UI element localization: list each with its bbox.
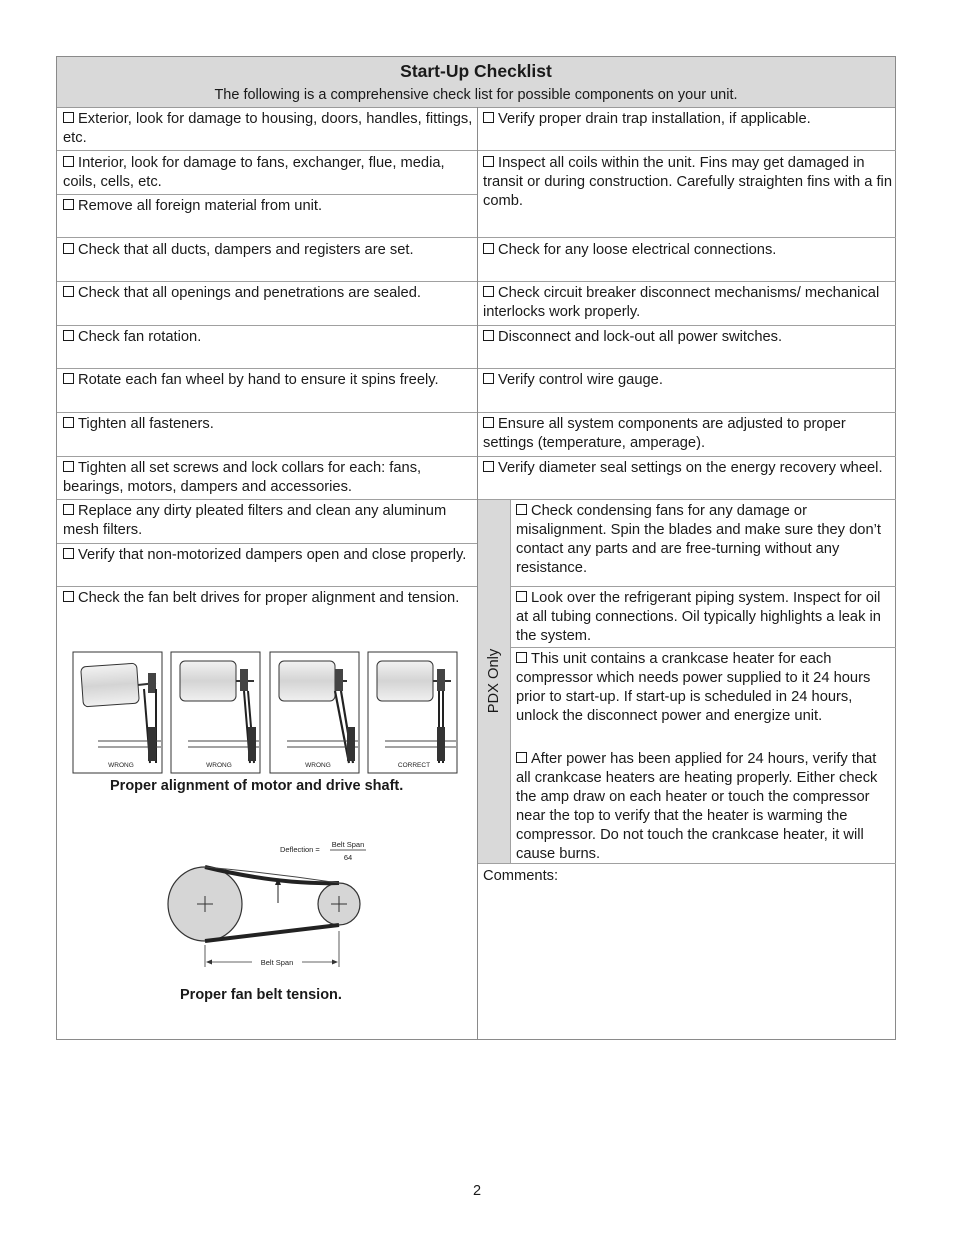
checklist-item-text: Remove all foreign material from unit. (78, 198, 323, 214)
alignment-panel-wrong-3 (270, 652, 359, 773)
checkbox[interactable] (516, 652, 527, 663)
checklist-item[interactable] (63, 197, 475, 216)
row-divider (478, 150, 896, 151)
checklist-item[interactable] (63, 589, 475, 608)
row-divider (57, 456, 477, 457)
row-divider (511, 647, 896, 648)
panel-label: WRONG (108, 762, 134, 769)
checklist-item-text: Check that all ducts, dampers and registers are set. (78, 242, 414, 258)
checkbox[interactable] (483, 243, 494, 254)
checkbox[interactable] (483, 112, 494, 123)
checklist-item[interactable] (63, 415, 475, 434)
checkbox[interactable] (63, 504, 74, 515)
checkbox[interactable] (63, 461, 74, 472)
checkbox[interactable] (483, 330, 494, 341)
checkbox[interactable] (63, 199, 74, 210)
checklist-item[interactable] (483, 154, 893, 211)
checkbox[interactable] (63, 112, 74, 123)
checklist-item-text: Verify control wire gauge. (498, 372, 663, 388)
checklist-item-text: Inspect all coils within the unit. Fins may get damaged in transit or during construction. Carefully straighten fins with a fin comb. (483, 155, 892, 209)
checklist-item[interactable] (63, 371, 475, 390)
row-divider (57, 499, 477, 500)
checklist-item[interactable] (483, 110, 893, 129)
alignment-panel-wrong-1 (73, 652, 162, 773)
row-divider (57, 325, 477, 326)
checklist-item-text: Interior, look for damage to fans, exchanger, flue, media, coils, cells, etc. (63, 155, 445, 190)
checklist-item-text: Check the fan belt drives for proper alignment and tension. (78, 590, 460, 606)
row-divider (57, 543, 477, 544)
checkbox[interactable] (483, 461, 494, 472)
checklist-item[interactable] (63, 546, 475, 565)
row-divider (478, 499, 896, 500)
panel-label: CORRECT (397, 762, 431, 769)
checklist-title: Start-Up Checklist (400, 61, 552, 81)
checklist-item[interactable] (483, 415, 893, 453)
row-divider (57, 194, 477, 195)
checklist-item-text: Verify that non-motorized dampers open and close properly. (78, 547, 467, 563)
checklist-item[interactable] (483, 371, 893, 390)
alignment-panel-correct (368, 652, 457, 773)
row-divider (57, 368, 477, 369)
checklist-item-text: Disconnect and lock-out all power switches. (498, 329, 783, 345)
checklist-item-text: Check fan rotation. (78, 329, 202, 345)
fraction-numerator: Belt Span (331, 840, 365, 849)
checklist-item[interactable] (63, 284, 475, 303)
alignment-panel-wrong-2 (171, 652, 260, 773)
alignment-caption: Proper alignment of motor and drive shaft. (110, 778, 404, 794)
row-divider (478, 281, 896, 282)
panel-label: WRONG (206, 762, 232, 769)
deflection-label: Deflection = (280, 845, 320, 854)
checkbox[interactable] (516, 504, 527, 515)
row-divider (57, 150, 477, 151)
row-divider (478, 456, 896, 457)
pdx-checklist-item[interactable] (516, 502, 894, 578)
motor-alignment-figure (72, 651, 460, 775)
page-number: 2 (472, 1183, 482, 1199)
belt-tension-figure (160, 835, 390, 975)
checklist-item[interactable] (483, 328, 893, 347)
checklist-item[interactable] (63, 154, 475, 192)
checkbox[interactable] (516, 752, 527, 763)
checkbox[interactable] (63, 286, 74, 297)
checklist-subtitle: The following is a comprehensive check list for possible components on your unit. (214, 87, 738, 103)
checkbox[interactable] (63, 243, 74, 254)
row-divider (478, 412, 896, 413)
checklist-item-text: Tighten all fasteners. (78, 416, 214, 432)
pdx-checklist-item[interactable] (516, 589, 894, 646)
row-divider (478, 368, 896, 369)
checklist-item-text: Tighten all set screws and lock collars for each: fans, bearings, motors, dampers and accessories. (63, 460, 422, 495)
checklist-item-text: Look over the refrigerant piping system. Inspect for oil at all tubing connections. Oil typically highlights a leak in the system. (516, 590, 881, 644)
tension-caption: Proper fan belt tension. (180, 987, 342, 1003)
checklist-item[interactable] (63, 328, 475, 347)
checkbox[interactable] (63, 373, 74, 384)
checkbox[interactable] (483, 417, 494, 428)
checklist-item[interactable] (63, 459, 475, 497)
checkbox[interactable] (483, 156, 494, 167)
checklist-item-text: Check circuit breaker disconnect mechanisms/ mechanical interlocks work properly. (483, 285, 880, 320)
checklist-item[interactable] (63, 110, 475, 148)
checkbox[interactable] (63, 417, 74, 428)
checklist-item-text: Exterior, look for damage to housing, doors, handles, fittings, etc. (63, 111, 473, 146)
row-divider (478, 237, 896, 238)
checklist-item-text: Verify proper drain trap installation, if applicable. (498, 111, 811, 127)
pdx-checklist-item[interactable] (516, 750, 894, 864)
checklist-item-text: Ensure all system components are adjusted to proper settings (temperature, amperage). (483, 416, 846, 451)
pdx-checklist-item[interactable] (516, 650, 894, 726)
pdx-only-label: PDX Only (486, 648, 502, 714)
checklist-item-text: Check for any loose electrical connections. (498, 242, 777, 258)
checklist-item-text: Replace any dirty pleated filters and clean any aluminum mesh filters. (63, 503, 447, 538)
belt-span-label: Belt Span (260, 958, 294, 967)
fraction-denominator: 64 (343, 853, 353, 862)
checkbox[interactable] (483, 373, 494, 384)
checklist-item[interactable] (63, 502, 475, 540)
checkbox[interactable] (63, 591, 74, 602)
comments-label: Comments: (483, 868, 559, 884)
row-divider (57, 586, 477, 587)
row-divider (57, 237, 477, 238)
row-divider (57, 412, 477, 413)
checklist-item-text: This unit contains a crankcase heater for each compressor which needs power supplied to it 24 hours prior to start-up. If start-up is scheduled in 24 hours, unlock the disconnect power and energize unit. (516, 651, 871, 724)
checklist-header (57, 57, 895, 108)
checkbox[interactable] (483, 286, 494, 297)
checkbox[interactable] (63, 156, 74, 167)
checkbox[interactable] (63, 548, 74, 559)
checklist-item[interactable] (483, 459, 893, 478)
checklist-item[interactable] (63, 241, 475, 260)
checklist-item[interactable] (483, 284, 893, 322)
checklist-item-text: Rotate each fan wheel by hand to ensure it spins freely. (78, 372, 439, 388)
checklist-item-text: Verify diameter seal settings on the energy recovery wheel. (498, 460, 883, 476)
checkbox[interactable] (516, 591, 527, 602)
checkbox[interactable] (63, 330, 74, 341)
checklist-item[interactable] (483, 241, 893, 260)
checklist-item-text: After power has been applied for 24 hours, verify that all crankcase heaters are heating properly. Either check the amp draw on each heater or touch the compressor near the top to verify that the heater is warming the compressor. Do not touch the crankcase heater, it will cause burns. (516, 751, 878, 862)
checklist-item-text: Check that all openings and penetrations are sealed. (78, 285, 421, 301)
checklist-item-text: Check condensing fans for any damage or misalignment. Spin the blades and make sure they don’t contact any parts and are free-turning without any resistance. (516, 503, 881, 576)
row-divider (57, 281, 477, 282)
row-divider (478, 325, 896, 326)
panel-label: WRONG (305, 762, 331, 769)
row-divider (511, 586, 896, 587)
comments-area[interactable] (479, 887, 894, 1037)
